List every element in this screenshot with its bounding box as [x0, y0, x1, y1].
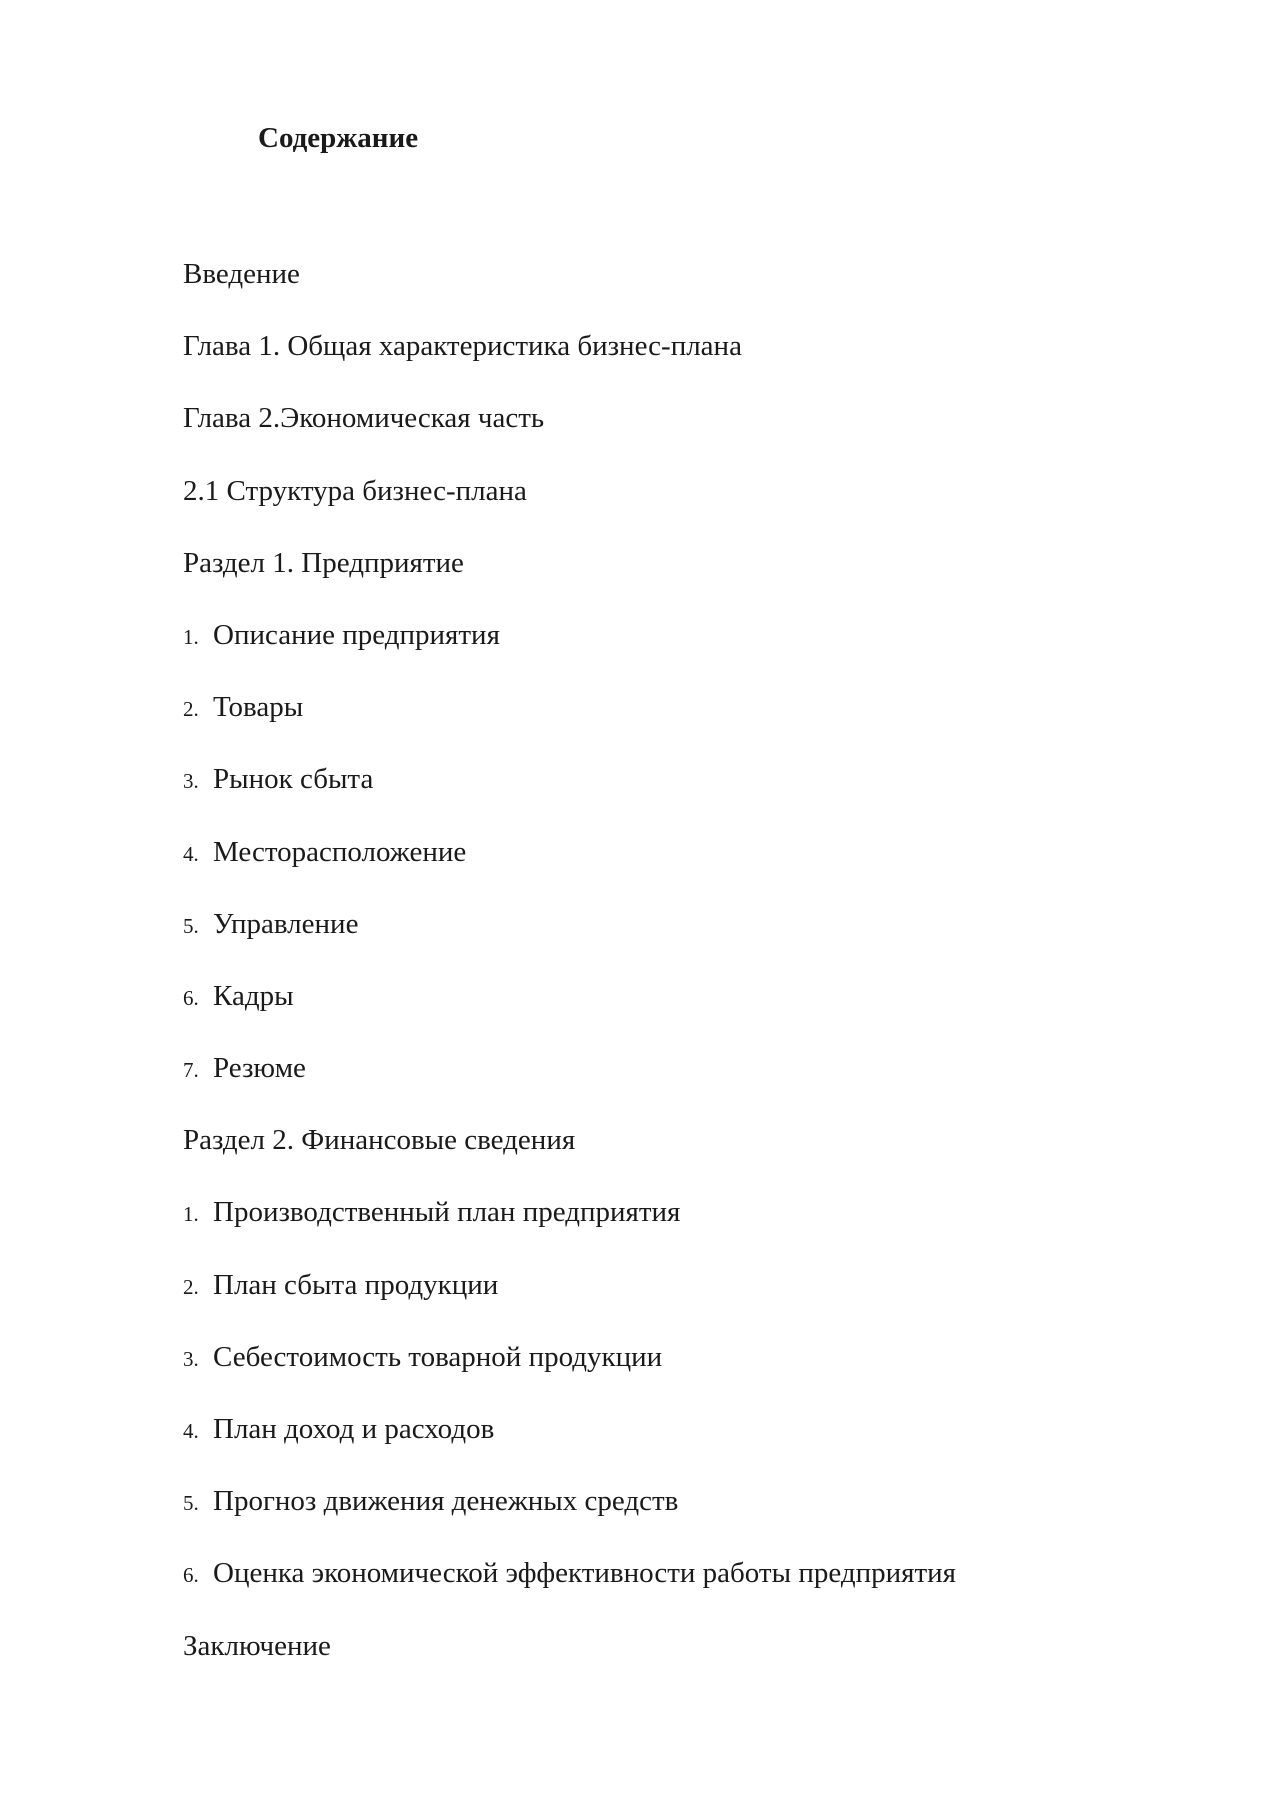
- toc-entry-text: Раздел 2. Финансовые сведения: [183, 1124, 576, 1157]
- toc-entry: [183, 398, 956, 470]
- toc-entry: [183, 759, 956, 831]
- toc-entry-number: 6.: [183, 985, 199, 1010]
- toc-entry-text: Раздел 1. Предприятие: [183, 546, 464, 579]
- toc-entry-text: Описание предприятия: [213, 618, 500, 651]
- toc-entry: [183, 1626, 956, 1698]
- toc-list: [183, 254, 956, 1698]
- toc-entry-text: Товары: [213, 691, 304, 724]
- toc-entry: [183, 1409, 956, 1481]
- toc-entry-number: 7.: [183, 1058, 199, 1083]
- toc-entry-text: План сбыта продукции: [213, 1268, 499, 1301]
- toc-entry-number: 6.: [183, 1563, 199, 1588]
- toc-entry: [183, 832, 956, 904]
- toc-entry-text: Глава 2.Экономическая часть: [183, 402, 545, 435]
- toc-entry-text: Резюме: [213, 1052, 306, 1085]
- toc-entry-text: Глава 1. Общая характеристика бизнес-плана: [183, 330, 742, 363]
- toc-entry-number: 4.: [183, 1419, 199, 1443]
- toc-entry-text: Управление: [213, 907, 359, 940]
- toc-entry: [183, 1553, 956, 1625]
- toc-entry: [183, 326, 956, 398]
- toc-entry-text: Себестоимость товарной продукции: [213, 1340, 663, 1373]
- toc-entry-number: 2.: [183, 697, 199, 722]
- toc-entry: [183, 1048, 956, 1120]
- toc-entry-number: 4.: [183, 841, 199, 866]
- toc-entry-text: Кадры: [213, 979, 294, 1012]
- toc-entry: [183, 1120, 956, 1192]
- toc-entry-text: Введение: [183, 258, 300, 290]
- toc-entry-number: 1.: [183, 1202, 199, 1227]
- toc-entry-number: 3.: [183, 769, 199, 794]
- toc-entry-number: 1.: [183, 624, 199, 649]
- toc-entry-number: 5.: [183, 1491, 199, 1516]
- toc-entry: [183, 254, 956, 326]
- toc-entry-number: 2.: [183, 1274, 199, 1299]
- toc-entry-number: 5.: [183, 913, 199, 938]
- toc-entry: [183, 1192, 956, 1264]
- toc-entry: [183, 904, 956, 976]
- toc-entry-text: Рынок сбыта: [213, 763, 374, 796]
- toc-entry: [183, 543, 956, 615]
- toc-entry: [183, 687, 956, 759]
- toc-title: Содержание: [258, 122, 419, 154]
- toc-entry-text: Заключение: [183, 1629, 331, 1662]
- toc-entry-text: План доход и расходов: [213, 1413, 495, 1445]
- toc-entry-text: Месторасположение: [213, 835, 467, 868]
- toc-entry: [183, 1481, 956, 1553]
- toc-entry: [183, 1337, 956, 1409]
- toc-entry-text: Производственный план предприятия: [213, 1196, 681, 1229]
- toc-entry-text: Прогноз движения денежных средств: [213, 1485, 679, 1518]
- toc-entry-text: Оценка экономической эффективности работы предприятия: [213, 1557, 956, 1590]
- toc-entry: [183, 615, 956, 687]
- toc-entry: [183, 1265, 956, 1337]
- toc-entry: [183, 471, 956, 543]
- toc-entry: [183, 976, 956, 1048]
- toc-entry-number: 3.: [183, 1346, 199, 1371]
- toc-entry-text: 2.1 Структура бизнес-плана: [183, 474, 527, 507]
